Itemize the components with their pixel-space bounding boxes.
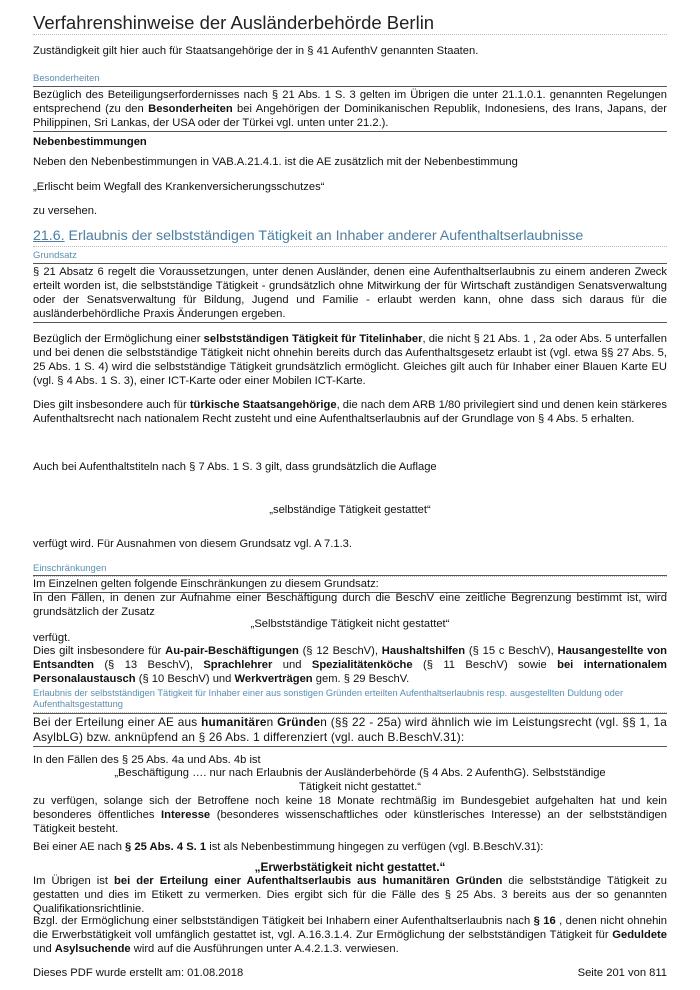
humanitaer-paragraph-4: zu verfügen, solange sich der Betroffene noch keine 18 Monate rechtmäßig im Bundesgebiet aufgehalten hat und kein besonderes öffentliches Interesse (besonderes wissenschaftliches oder künstlerisches Interesse) an der selbstständigen Tätigkeit besteht. xyxy=(33,795,667,835)
humanitaer-paragraph-8: Bzgl. der Ermöglichung einer selbstständigen Tätigkeit bei Inhabern einer Aufenthaltserlaubnis nach § 16 , denen nicht ohnehin die Erwerbstätigkeit voll umfänglich gestattet ist, vgl. A.16.3.1.4. Zur Ermöglichung der selbstständigen Tätigkeit für Geduldete und Asylsuchende wird auf die Ausführungen unter A.4.2.1.3. verwiesen. xyxy=(33,915,667,955)
humanitaer-paragraph-1: Bei der Erteilung einer AE aus humanitären Gründen (§§ 22 - 25a) wird ähnlich wie im Leistungsrecht (vgl. §§ 1, 1a AsylbLG) bzw. anknüpfend an § 26 Abs. 1 differenziert (vgl. auch B.BeschV.31): xyxy=(33,713,667,747)
humanitaer-paragraph-2: In den Fällen des § 25 Abs. 4a und Abs. 4b ist xyxy=(33,754,261,766)
grundsatz-paragraph-6: verfügt wird. Für Ausnahmen von diesem Grundsatz vgl. A 7.1.3. xyxy=(33,538,353,550)
footer-created-date: Dieses PDF wurde erstellt am: 01.08.2018 xyxy=(33,967,244,979)
einschraenkungen-list: Dies gilt insbesondere für Au-pair-Beschäftigungen (§ 12 BeschV), Haushaltshilfen (§ 15 c BeschV), Hausangestellte von Entsandten (§ 13 BeschV), Sprachlehrer und Spezialitätenköche (§ 11 BeschV) sowie bei internationalem Personalaustausch (§ 10 BeschV) und Werkverträgen gem. § 29 BeschV. xyxy=(33,645,667,685)
humanitaer-paragraph-7: Im Übrigen ist bei der Erteilung einer Aufenthaltserlaubis aus humanitären Gründen die selbstständige Tätigkeit zu gestatten und dies im Etikett zu vermerken. Dies ergibt sich für die Fälle des § 25 Abs. 3 bereits aus der so genannten Qualifikationsrichtlinie. xyxy=(33,875,667,915)
einschraenkungen-quote: „Selbstständige Tätigkeit nicht gestattet“ xyxy=(250,618,450,630)
humanitaer-quote-1: „Beschäftigung …. nur nach Erlaubnis der Ausländerbehörde (§ 4 Abs. 2 AufenthG). Selbstständige Tätigkeit nicht gestattet.“ xyxy=(114,767,606,793)
page-footer xyxy=(33,966,667,980)
besonderheiten-paragraph: Bezüglich des Beteiligungserfordernisses nach § 21 Abs. 1 S. 3 gelten im Übrigen die unter 21.1.0.1. genannten Regelungen entsprechend (zu den Besonderheiten bei Angehörigen der Dominikanischen Republik, Indonesiens, des Irans, Japans, der Philippinen, Sri Lankas, der USA oder der Türkei vgl. unten unter 21.2.). xyxy=(33,86,667,132)
grundsatz-paragraph-4: Auch bei Aufenthaltstiteln nach § 7 Abs. 1 S. 3 gilt, dass grundsätzlich die Auflage xyxy=(33,461,437,473)
humanitaer-paragraph-5: Bei einer AE nach § 25 Abs. 4 S. 1 ist als Nebenbestimmung hingegen zu verfügen (vgl. B.BeschV.31): xyxy=(33,841,544,853)
section-label-besonderheiten: Besonderheiten xyxy=(33,73,667,87)
document-page xyxy=(33,0,667,990)
einschraenkungen-verfuegt: verfügt. xyxy=(33,632,71,644)
nebenbestimmungen-heading: Nebenbestimmungen xyxy=(33,136,147,148)
section-label-grundsatz: Grundsatz xyxy=(33,250,667,264)
grundsatz-paragraph-2: Bezüglich der Ermöglichung einer selbstständigen Tätigkeit für Titelinhaber, die nicht § 21 Abs. 1 , 2a oder Abs. 5 unterfallen und bei denen die selbstständige Tätigkeit nicht ohnehin bereits durch das Aufenthaltsgesetz erlaubt ist (vgl. etwa §§ 27 Abs. 5, 25 Abs. 1 S. 4) wird die selbstständige Tätigkeit grundsätzlich ermöglicht. Gleiches gilt auch für Inhaber einer Blauen Karte EU (vgl. § 4 Abs. 1 S. 3), einer ICT-Karte oder einer Mobilen ICT-Karte. xyxy=(33,333,667,387)
intro-paragraph: Zuständigkeit gilt hier auch für Staatsangehörige der in § 41 AufenthV genannten Staaten. xyxy=(33,45,479,57)
einschraenkungen-condition: In den Fällen, in denen zur Aufnahme einer Beschäftigung durch die BeschV eine zeitliche Begrenzung bestimmt ist, wird grundsätzlich der Zusatz xyxy=(33,592,667,618)
grundsatz-paragraph-3: Dies gilt insbesondere auch für türkische Staatsangehörige, die nach dem ARB 1/80 privilegiert sind und denen kein stärkeres Aufenthaltsrecht nach nationalem Recht zusteht und eine Aufenthaltserlaubnis auf der Grundlage von § 4 Abs. 5 erhalten. xyxy=(33,399,667,425)
section-number-link[interactable]: 21.6. xyxy=(33,228,65,244)
nebenbestimmungen-text: Neben den Nebenbestimmungen in VAB.A.21.4.1. ist die AE zusätzlich mit der Nebenbestimmung xyxy=(33,156,518,168)
section-heading-21-6: 21.6. Erlaubnis der selbstständigen Tätigkeit an Inhaber anderer Aufenthaltserlaubnisse xyxy=(33,227,667,247)
document-title: Verfahrenshinweise der Ausländerbehörde Berlin xyxy=(33,12,667,35)
section-label-humanitaer: Erlaubnis der selbstständigen Tätigkeit für Inhaber einer aus sonstigen Gründen erteilten Aufenthaltserlaubnis resp. ausgestellten Duldung oder Aufenthaltsgestattung xyxy=(33,688,667,713)
section-label-einschraenkungen: Einschränkungen xyxy=(33,563,667,577)
einschraenkungen-intro: Im Einzelnen gelten folgende Einschränkungen zu diesem Grundsatz: xyxy=(33,575,667,593)
footer-page-number: Seite 201 von 811 xyxy=(577,967,667,979)
grundsatz-paragraph-1: § 21 Absatz 6 regelt die Voraussetzungen, unter denen Ausländer, denen eine Aufenthaltserlaubnis zu einem anderen Zweck erteilt worden ist, die selbstständige Tätigkeit - grundsätzlich ohne Mitwirkung der für Wirtschaft zuständigen Senatsverwaltung oder der Senatsverwaltung für Bildung, Jugend und Familie - erlaubt werden kann, ohne dass sich daraus für die ausländerbehördliche Praxis Änderungen ergeben. xyxy=(33,263,667,323)
nebenbestimmungen-closing: zu versehen. xyxy=(33,205,98,217)
humanitaer-quote-2: „Erwerbstätigkeit nicht gestattet.“ xyxy=(254,860,446,874)
grundsatz-quote: „selbständige Tätigkeit gestattet“ xyxy=(269,504,431,516)
nebenbestimmungen-quote: „Erlischt beim Wegfall des Krankenversicherungsschutzes“ xyxy=(33,181,325,193)
